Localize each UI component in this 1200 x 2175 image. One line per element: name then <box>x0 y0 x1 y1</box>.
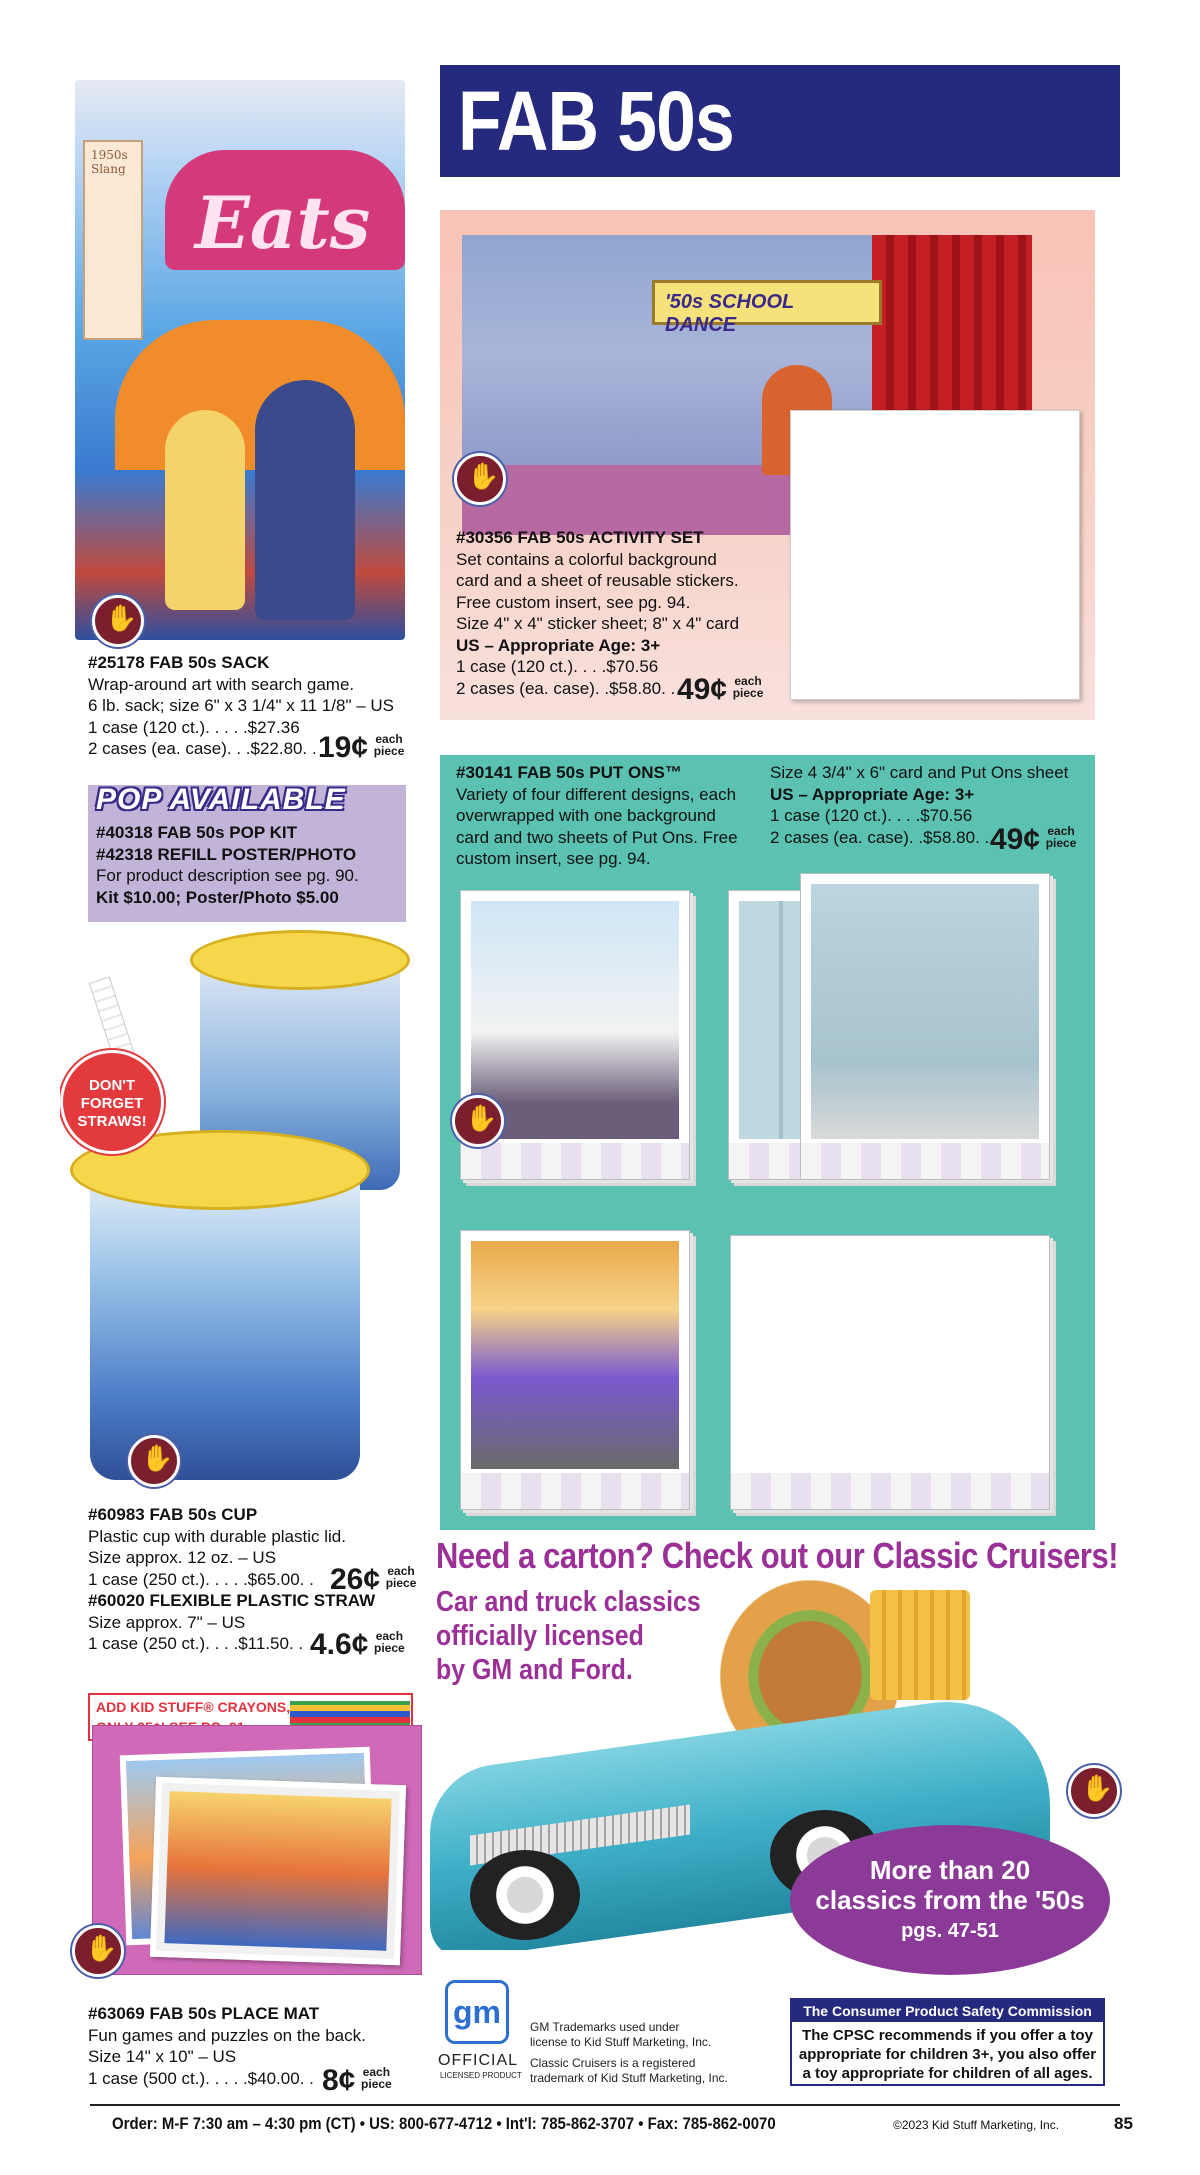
price-unit: each piece <box>732 674 764 700</box>
gm-official-label: OFFICIAL <box>438 2052 519 2069</box>
price-unit: each piece <box>373 732 405 758</box>
sticker-strip <box>461 1143 689 1179</box>
cup-title: #60983 FAB 50s CUP <box>88 1505 258 1524</box>
put-ons-card-dancers <box>730 1235 1050 1510</box>
trademark-line: Classic Cruisers is a registered <box>530 2056 696 2070</box>
activity-price <box>677 675 766 705</box>
cruisers-subhead-line: Car and truck classics <box>436 1586 701 1618</box>
price-unit: each piece <box>374 1629 405 1655</box>
put-ons-line: 1 case (120 ct.). . . .$70.56 <box>770 806 973 825</box>
activity-line: 2 cases (ea. case). .$58.80. . <box>456 678 676 698</box>
pop-heading: POP AVAILABLE <box>96 783 346 816</box>
age-hand-icon <box>72 1925 124 1977</box>
place-mat-price <box>322 2066 394 2096</box>
crayons-banner-line: ADD KID STUFF® CRAYONS, <box>96 1699 291 1715</box>
put-ons-description <box>456 762 766 870</box>
activity-line: US – Appropriate Age: 3+ <box>456 635 661 655</box>
put-ons-line: card and two sheets of Put Ons. Free <box>456 827 738 847</box>
place-mat-line: Size 14" x 10" – US <box>88 2047 237 2066</box>
sack-line: Wrap-around art with search game. <box>88 674 355 694</box>
cup-line: Plastic cup with durable plastic lid. <box>88 1526 346 1546</box>
put-ons-card-superhero <box>800 873 1050 1180</box>
activity-line: Set contains a colorful background <box>456 549 717 569</box>
pop-line: For product description see pg. 90. <box>96 866 359 885</box>
cpsc-heading: The Consumer Product Safety Commission <box>792 2000 1103 2022</box>
age-hand-icon <box>1068 1765 1120 1817</box>
activity-line: Size 4" x 4" sticker sheet; 8" x 4" card <box>456 614 740 633</box>
put-ons-card-hotrod <box>460 1230 690 1510</box>
price-unit: each piece <box>361 2065 392 2091</box>
activity-price-value: 49¢ <box>677 673 728 706</box>
page-title: FAB 50s <box>458 74 734 168</box>
cpsc-line: appropriate for children 3+, you also offer <box>798 2046 1097 2063</box>
put-ons-line: 2 cases (ea. case). .$58.80. . <box>770 827 990 847</box>
activity-line: Free custom insert, see pg. 94. <box>456 592 691 612</box>
age-hand-icon <box>92 595 144 647</box>
put-ons-panel <box>440 755 1095 1530</box>
cpsc-line: The CPSC recommends if you offer a toy <box>802 2027 1093 2044</box>
cups-image <box>60 930 420 1485</box>
badge-line: FORGET <box>80 1095 144 1112</box>
pop-text <box>96 822 401 908</box>
slang-label: 1950s Slang <box>91 148 128 176</box>
car-wheel <box>470 1850 580 1940</box>
gm-logo: gm <box>445 1980 509 2044</box>
place-mat-price-value: 8¢ <box>322 2064 356 2097</box>
diner-sign-text: Eats <box>195 180 371 265</box>
boy-figure <box>255 380 355 620</box>
page-number: 85 <box>1114 2114 1133 2133</box>
superhero-art <box>811 884 1039 1139</box>
activity-title: #30356 FAB 50s ACTIVITY SET <box>456 528 704 547</box>
cruisers-headline: Need a carton? Check out our Classic Cruisers! <box>436 1535 1119 1576</box>
page-title-bar <box>440 65 1120 177</box>
place-mat-line: 1 case (500 ct.). . . . .$40.00. . <box>88 2068 314 2088</box>
price-unit: each piece <box>385 1564 417 1590</box>
slang-panel <box>83 140 143 340</box>
trademark-note <box>530 2020 728 2086</box>
put-ons-line: overwrapped with one background <box>456 806 716 825</box>
cpsc-notice <box>790 1998 1105 2086</box>
copyright: ©2023 Kid Stuff Marketing, Inc. <box>893 2118 1060 2132</box>
age-hand-icon <box>452 1095 504 1147</box>
put-ons-line: US – Appropriate Age: 3+ <box>770 784 975 804</box>
school-dance-banner: '50s SCHOOL DANCE <box>652 280 882 325</box>
sack-line: 6 lb. sack; size 6" x 3 1/4" x 11 1/8" – US <box>88 696 394 715</box>
activity-line: card and a sheet of reusable stickers. <box>456 571 739 590</box>
trademark-line: trademark of Kid Stuff Marketing, Inc. <box>530 2071 728 2085</box>
cpsc-line: a toy appropriate for children of all ages. <box>802 2065 1093 2082</box>
put-ons-line: Size 4 3/4" x 6" card and Put Ons sheet <box>770 763 1069 782</box>
sack-price <box>318 733 407 763</box>
callout-line: classics from the '50s <box>815 1885 1085 1915</box>
sack-title: #25178 FAB 50s SACK <box>88 653 270 672</box>
straw-line: 1 case (250 ct.). . . .$11.50. . <box>88 1634 304 1653</box>
sack-price-value: 19¢ <box>318 731 369 764</box>
sack-line: 2 cases (ea. case). . .$22.80. . <box>88 739 317 758</box>
pop-line: #42318 REFILL POSTER/PHOTO <box>96 844 357 864</box>
fries <box>870 1590 970 1700</box>
waitress-art <box>471 901 679 1139</box>
age-hand-icon <box>128 1435 180 1487</box>
straw-line: Size approx. 7" – US <box>88 1612 246 1632</box>
straw-price <box>310 1630 407 1660</box>
hotrod-art <box>471 1241 679 1469</box>
cup-price <box>330 1565 419 1595</box>
place-mat-image <box>92 1725 422 1975</box>
pop-available-box <box>88 785 406 922</box>
order-info: Order: M-F 7:30 am – 4:30 pm (CT) • US: 800-677-4712 • Int'l: 785-862-3707 • Fax: 785-862-0070 <box>112 2114 776 2133</box>
place-mat-title: #63069 FAB 50s PLACE MAT <box>88 2004 320 2023</box>
cpsc-body <box>798 2026 1097 2083</box>
put-ons-title: #30141 FAB 50s PUT ONS™ <box>456 763 682 782</box>
footer-divider <box>90 2104 1120 2106</box>
callout-line: More than 20 <box>869 1855 1031 1885</box>
price-unit: each piece <box>1045 824 1077 850</box>
badge-line: DON'T <box>88 1077 136 1094</box>
cup-price-value: 26¢ <box>330 1563 381 1596</box>
age-hand-icon <box>454 453 506 505</box>
fab-50s-sack-image <box>75 80 405 640</box>
pop-line: Kit $10.00; Poster/Photo $5.00 <box>96 887 339 907</box>
cup-line: 1 case (250 ct.). . . . .$65.00. . <box>88 1569 314 1589</box>
cruisers-subhead-line: officially licensed <box>436 1620 644 1652</box>
gm-licensed-label: LICENSED PRODUCT <box>440 2071 522 2080</box>
sticker-sheet <box>790 410 1080 700</box>
sticker-strip <box>801 1143 1049 1179</box>
put-ons-line: Variety of four different designs, each <box>456 784 737 804</box>
cup-line: Size approx. 12 oz. – US <box>88 1548 277 1567</box>
place-mat-back <box>150 1777 406 1966</box>
put-ons-line: custom insert, see pg. 94. <box>456 849 651 868</box>
callout-pages: pgs. 47-51 <box>901 1920 999 1942</box>
activity-line: 1 case (120 ct.). . . .$70.56 <box>456 657 659 676</box>
put-ons-price <box>990 825 1079 855</box>
cruisers-subhead-line: by GM and Ford. <box>436 1654 633 1686</box>
sticker-strip <box>731 1473 1049 1509</box>
trademark-line: GM Trademarks used under <box>530 2020 680 2034</box>
straw-title: #60020 FLEXIBLE PLASTIC STRAW <box>88 1591 376 1610</box>
straw-price-value: 4.6¢ <box>310 1628 369 1661</box>
cup-lid-back <box>190 930 410 990</box>
classics-callout <box>790 1825 1110 1975</box>
place-mat-art <box>164 1791 391 1951</box>
dancers-art <box>741 1246 1039 1469</box>
place-mat-line: Fun games and puzzles on the back. <box>88 2025 366 2045</box>
dont-forget-straws-badge <box>60 1050 164 1154</box>
pop-line: #40318 FAB 50s POP KIT <box>96 823 297 842</box>
trademark-line: license to Kid Stuff Marketing, Inc. <box>530 2035 712 2049</box>
badge-line: STRAWS! <box>77 1113 147 1130</box>
girl-figure <box>165 410 245 610</box>
sack-line: 1 case (120 ct.). . . . .$27.36 <box>88 717 300 737</box>
sticker-strip <box>461 1473 689 1509</box>
put-ons-price-value: 49¢ <box>990 823 1041 856</box>
